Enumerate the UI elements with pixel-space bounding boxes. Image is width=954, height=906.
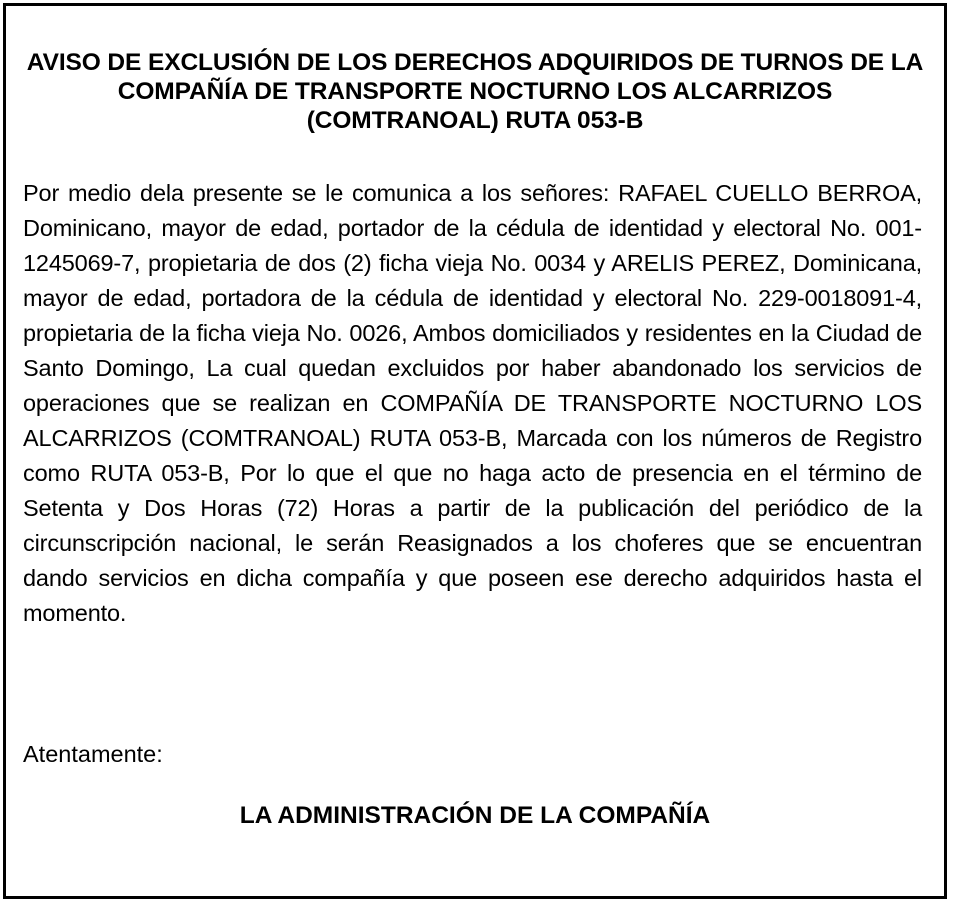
signature-line: LA ADMINISTRACIÓN DE LA COMPAÑÍA bbox=[239, 802, 711, 829]
closing-salutation: Atentamente: bbox=[23, 741, 163, 767]
notice-body: Por medio dela presente se le comunica a los señores: RAFAEL CUELLO BERROA, Dominicano, mayor de edad, portador de la cédula de identidad y electoral No. 001-1245069-7, propietaria de dos (2) ficha vieja No. 0034 y ARELIS PEREZ, Dominicana, mayor de edad, portadora de la cédula de identidad y electoral No. 229-0018091-4, propietaria de la ficha vieja No. 0026, Ambos domiciliados y residentes en la Ciudad de Santo Domingo, La cual quedan excluidos por haber abandonado los servicios de operaciones que se realizan en COMPAÑÍA DE TRANSPORTE NOCTURNO LOS ALCARRIZOS (COMTRANOAL) RUTA 053-B, Marcada con los números de Registro como RUTA 053-B, Por lo que el que no haga acto de presencia en el término de Setenta y Dos Horas (72) Horas a partir de la publicación del periódico de la circunscripción nacional, le serán Reasignados a los choferes que se encuentran dando servicios en dicha compañía y que poseen ese derecho adquiridos hasta el momento. bbox=[23, 180, 922, 626]
notice-title: AVISO DE EXCLUSIÓN DE LOS DERECHOS ADQUIRIDOS DE TURNOS DE LA COMPAÑÍA DE TRANSPORTE NOCTURNO LOS ALCARRIZOS (COMTRANOAL) RUTA 053-B bbox=[26, 49, 924, 134]
notice-frame bbox=[3, 3, 947, 899]
